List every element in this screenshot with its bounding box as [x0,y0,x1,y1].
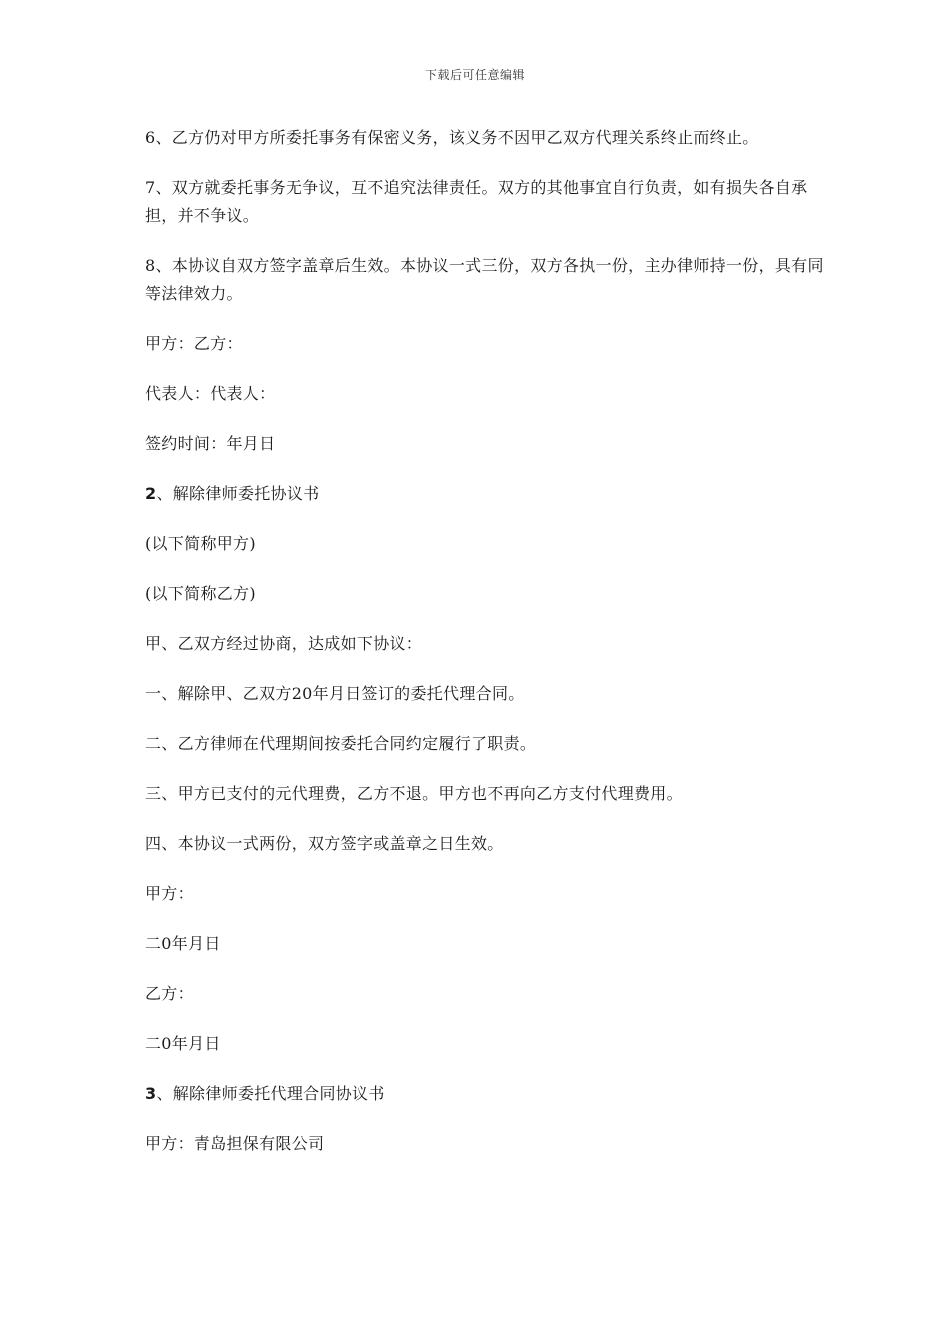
section-title: 、解除律师委托协议书 [156,484,320,503]
party-a-date: 二0年月日 [145,934,221,953]
party-a-note: (以下简称甲方) [145,534,256,553]
page-header: 下载后可任意编辑 [424,68,525,82]
section-title: 、解除律师委托代理合同协议书 [156,1084,385,1103]
section-2-heading [145,480,825,508]
party-b-date: 二0年月日 [145,1034,221,1053]
article-4: 四、本协议一式两份，双方签字或盖章之日生效。 [145,834,504,853]
section-number: 3 [145,1084,157,1103]
clause-7: 7、双方就委托事务无争议，互不追究法律责任。双方的其他事宜自行负责，如有损失各自承担，并不争议。 [145,178,808,225]
section-3-heading [145,1080,825,1108]
clause-6: 6、乙方仍对甲方所委托事务有保密义务，该义务不因甲乙双方代理关系终止而终止。 [145,128,759,147]
clause-8: 8、本协议自双方签字盖章后生效。本协议一式三份，双方各执一份，主办律师持一份，具有同等法律效力。 [145,256,824,303]
article-3: 三、甲方已支付的元代理费，乙方不退。甲方也不再向乙方支付代理费用。 [145,784,683,803]
party-a-sign: 甲方： [145,884,194,903]
party-a-b-line: 甲方：乙方： [145,334,243,353]
party-b-note: (以下简称乙方) [145,584,256,603]
representatives-line: 代表人：代表人： [145,384,276,403]
article-2: 二、乙方律师在代理期间按委托合同约定履行了职责。 [145,734,537,753]
document-body [145,124,825,1180]
party-b-sign: 乙方： [145,984,194,1003]
section-number: 2 [145,484,157,503]
article-1: 一、解除甲、乙双方20年月日签订的委托代理合同。 [145,684,525,703]
signing-time-line: 签约时间：年月日 [145,434,276,453]
agreement-intro: 甲、乙双方经过协商，达成如下协议： [145,634,423,653]
party-a-company: 甲方：青岛担保有限公司 [145,1134,325,1153]
